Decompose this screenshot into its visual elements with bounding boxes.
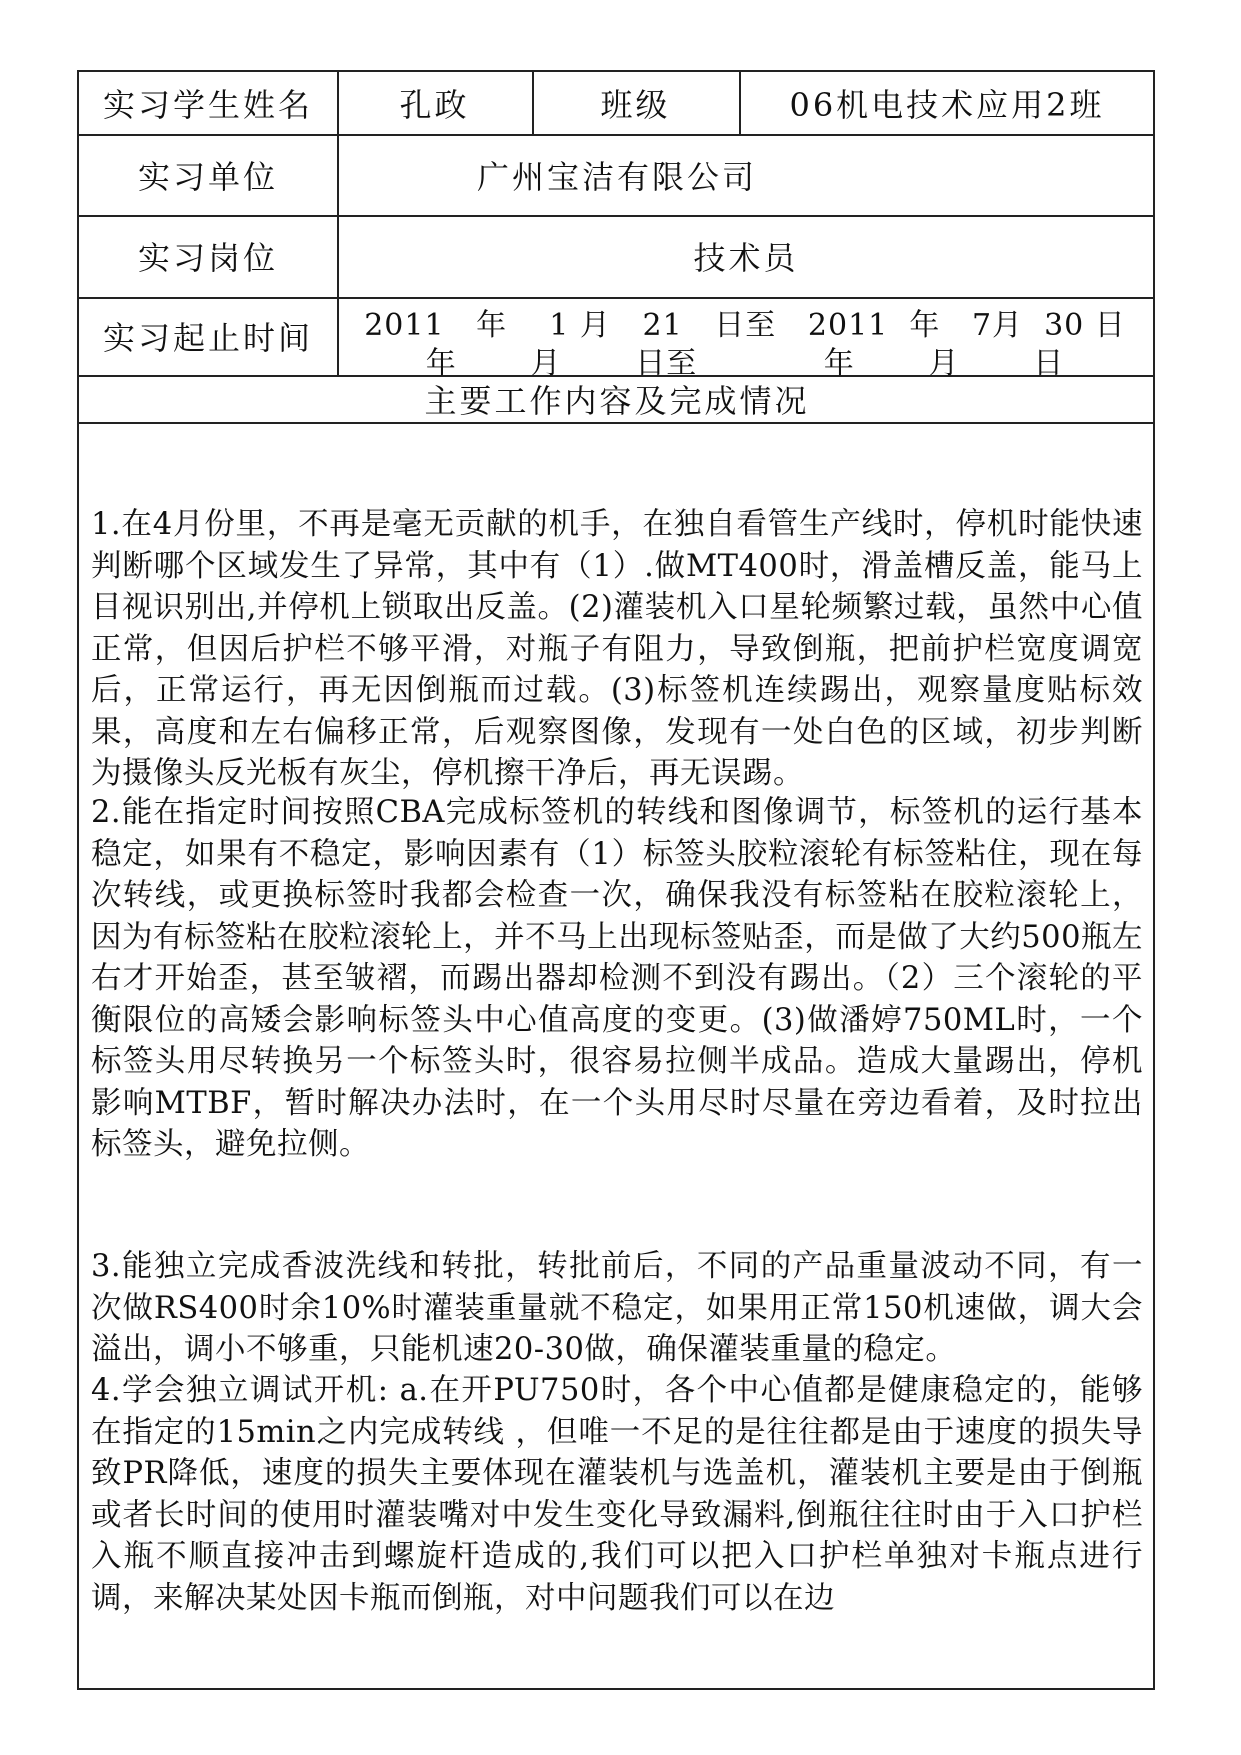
student-name-value: 孔政	[399, 86, 470, 124]
work-paragraph-1: 1.在4月份里，不再是毫无贡献的机手，在独自看管生产线时，停机时能快速判断哪个区域发生了异常，其中有（1）.做MT400时，滑盖槽反盖，能马上目视识别出,并停机上锁取出反盖。(2)灌装机入口星轮频繁过载，虽然中心值正常，但因后护栏不够平滑，对瓶子有阻力，导致倒瓶，把前护栏宽度调宽后，正常运行，再无因倒瓶而过载。(3)标签机连续踢出，观察量度贴标效果，高度和左右偏移正常，后观察图像，发现有一处白色的区域，初步判断为摄像头反光板有灰尘，停机擦干净后，再无误踢。	[91, 507, 1143, 791]
work-paragraph-4: 4.学会独立调试开机: a.在开PU750时，各个中心值都是健康稳定的，能够在指定的15min之内完成转线 ，但唯一不足的是往往都是由于速度的损失导致PR降低，速度的损失主要体现在灌装机与选盖机，灌装机主要是由于倒瓶或者长时间的使用时灌装嘴对中发生变化导致漏料,倒瓶往往时由于入口护栏入瓶不顺直接冲击到螺旋杆造成的,我们可以把入口护栏单独对卡瓶点进行调，来解决某处因卡瓶而倒瓶，对中问题我们可以在边	[91, 1373, 1143, 1616]
student-name-label: 实习学生姓名	[102, 86, 313, 124]
work-paragraph-2: 2.能在指定时间按照CBA完成标签机的转线和图像调节，标签机的运行基本稳定，如果有不稳定，影响因素有（1）标签头胶粒滚轮有标签粘住，现在每次转线，或更换标签时我都会检查一次，确保我没有标签粘在胶粒滚轮上，因为有标签粘在胶粒滚轮上，并不马上出现标签贴歪，而是做了大约500瓶左右才开始歪，甚至皱褶，而踢出器却检测不到没有踢出。（2）三个滚轮的平衡限位的高矮会影响标签头中心值高度的变更。(3)做潘婷750ML时，一个标签头用尽转换另一个标签头时，很容易拉侧半成品。造成大量踢出，停机影响MTBF，暂时解决办法时，在一个头用尽时尽量在旁边看着，及时拉出标签头，避免拉侧。	[91, 795, 1143, 1162]
post-value: 技术员	[693, 239, 799, 277]
unit-label: 实习单位	[137, 157, 278, 196]
internship-form	[77, 70, 1155, 1690]
post-label: 实习岗位	[137, 239, 278, 277]
work-paragraph-3: 3.能独立完成香波洗线和转批，转批前后，不同的产品重量波动不同，有一次做RS400时余10%时灌装重量就不稳定，如果用正常150机速做，调大会溢出，调小不够重，只能机速20-30做，确保灌装重量的稳定。	[91, 1249, 1143, 1367]
class-label: 班级	[600, 86, 671, 124]
section-title: 主要工作内容及完成情况	[424, 381, 810, 420]
period-label: 实习起止时间	[102, 319, 313, 357]
class-value: 06机电技术应用2班	[789, 86, 1105, 124]
unit-value: 广州宝洁有限公司	[476, 157, 757, 196]
period-line-1: 2011 年 1 月 21 日至 2011 年 7月 30 日	[364, 308, 1126, 343]
row-divider	[79, 422, 1153, 424]
period-line-2: 年 月 日至 年 月 日	[425, 346, 1065, 381]
